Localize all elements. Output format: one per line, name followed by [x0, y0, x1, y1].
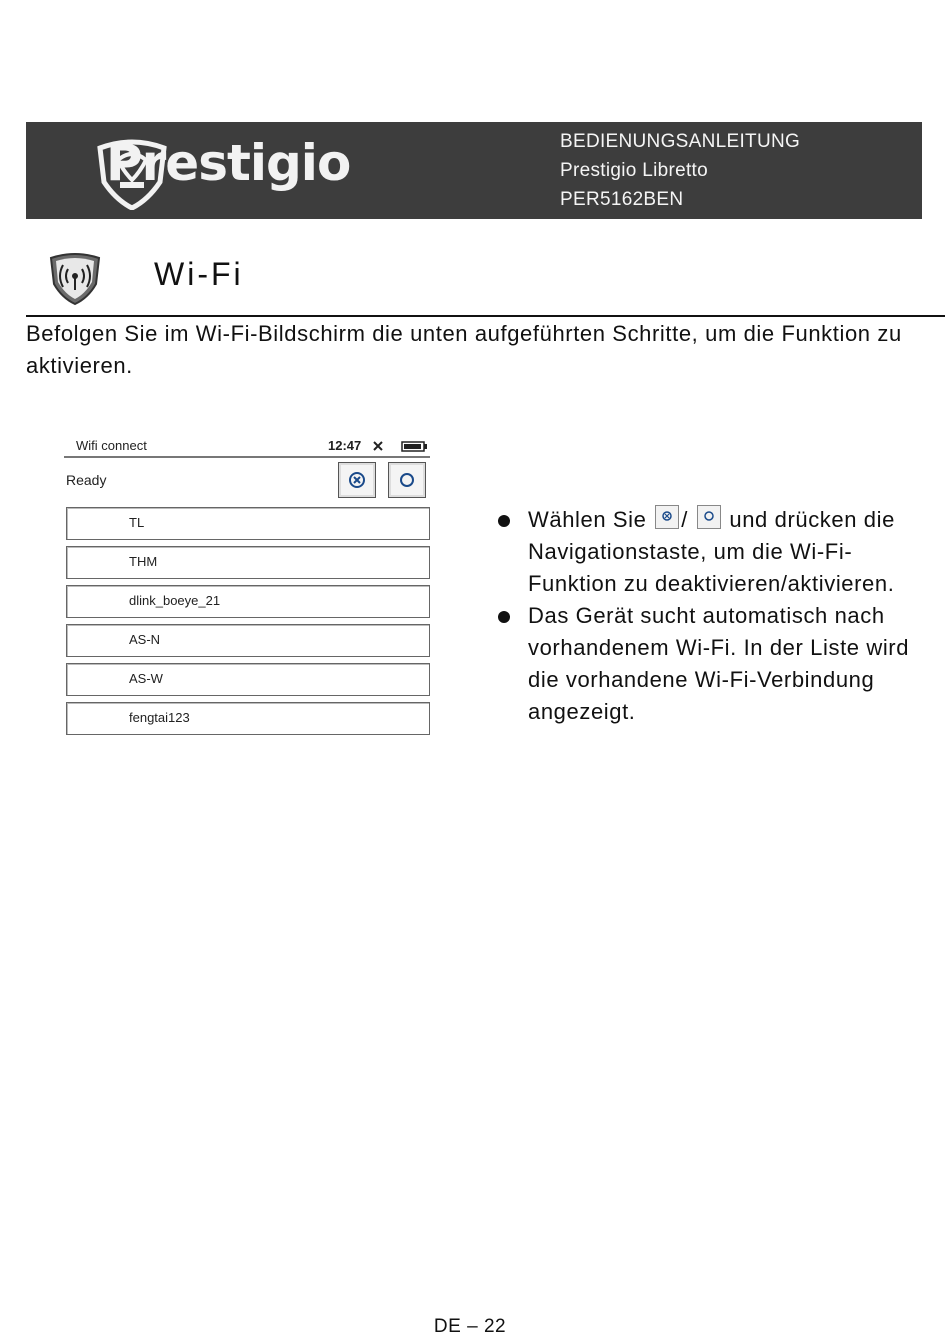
wifi-on-icon [697, 505, 721, 529]
manual-label: BEDIENUNGSANLEITUNG [560, 131, 801, 152]
page-number: DE – 22 [433, 1316, 507, 1337]
header-banner [26, 122, 922, 219]
wifi-on-button[interactable] [388, 462, 426, 498]
wifi-off-button[interactable] [338, 462, 376, 498]
product-name: Prestigio Libretto [560, 160, 708, 181]
list-item: Das Gerät sucht automatisch nach vorhandenem Wi-Fi. In der Liste wird die vorhandene Wi-Fi-Verbindung angezeigt. [494, 600, 914, 728]
network-item[interactable]: AS-W [66, 663, 430, 696]
title-divider [26, 315, 945, 317]
bullet-dot [498, 515, 510, 527]
status-icons [372, 440, 428, 452]
network-item[interactable]: fengtai123 [66, 702, 430, 735]
header-info [560, 127, 800, 214]
wifi-on-icon [397, 470, 417, 490]
instruction-list [494, 504, 914, 728]
network-item[interactable]: TL [66, 507, 430, 540]
bullet-dot [498, 611, 510, 623]
screen-divider [64, 456, 430, 458]
wifi-off-icon [347, 470, 367, 490]
screen-title: Wifi connect [76, 438, 147, 453]
network-item[interactable]: AS-N [66, 624, 430, 657]
screen-status: Ready [66, 472, 107, 488]
section-title: Wi-Fi [154, 256, 244, 292]
wifi-shield-icon [46, 250, 104, 306]
intro-text: Befolgen Sie im Wi-Fi-Bildschirm die unten aufgeführten Schritte, um die Funktion zu aktivieren. [26, 321, 902, 378]
network-item[interactable]: THM [66, 546, 430, 579]
list-item: Wählen Sie / und drücken die Navigationstaste, um die Wi-Fi-Funktion zu deaktivieren/aktivieren. [494, 504, 914, 600]
screen-time: 12:47 [328, 438, 362, 453]
logo-text: Prestigio [106, 134, 351, 192]
network-item[interactable]: dlink_boeye_21 [66, 585, 430, 618]
wifi-screenshot [64, 436, 432, 738]
wifi-off-icon [655, 505, 679, 529]
model-number: PER5162BEN [560, 189, 684, 210]
